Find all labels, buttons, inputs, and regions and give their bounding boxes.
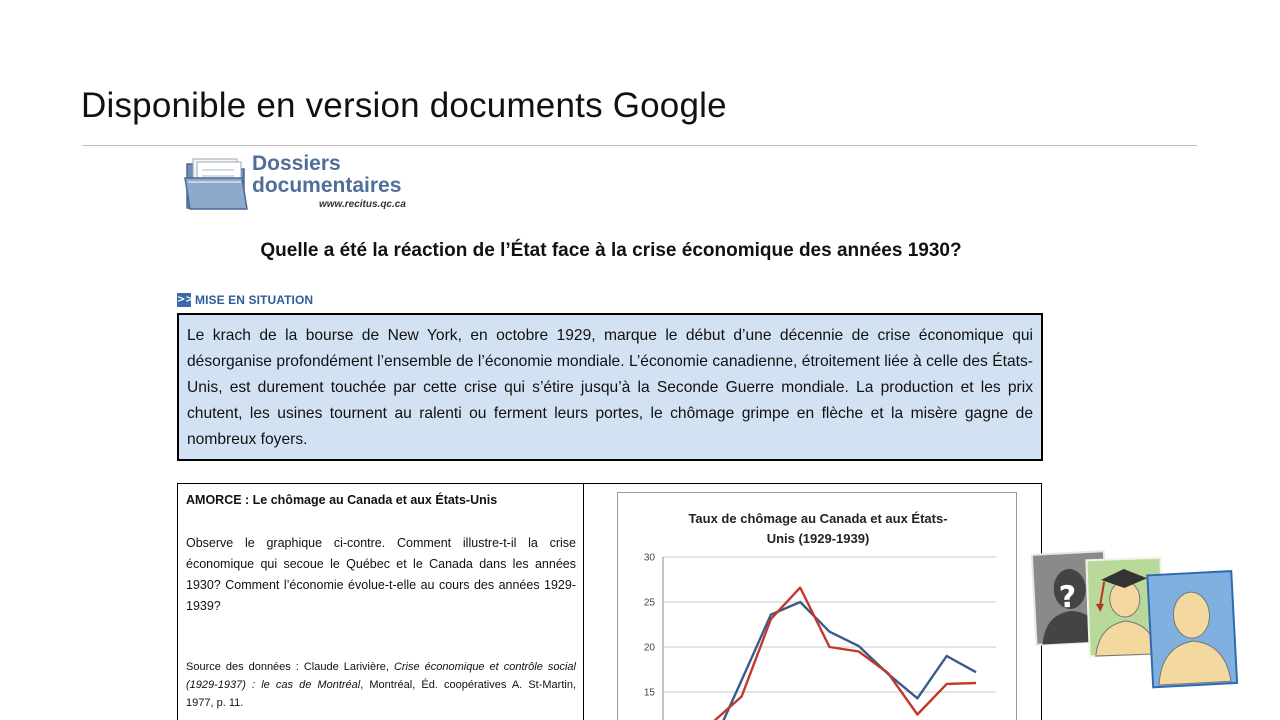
source-suffix: , Montréal, Éd. coopératives A. St-Martin, 1977, p. 11.: [186, 679, 577, 709]
amorce-table: [177, 483, 1042, 720]
slide-title: Disponible en version documents Google: [81, 86, 727, 125]
person-icon: [1147, 571, 1237, 687]
folder-icon: [184, 156, 250, 212]
chart-title-line2: Unis (1929-1939): [766, 531, 870, 546]
section-heading: [177, 292, 313, 308]
logo-url: www.recitus.qc.ca: [319, 199, 406, 210]
chart-ytick-label: 15: [643, 687, 655, 699]
source-citation: [186, 658, 576, 712]
situation-box: [177, 313, 1043, 461]
chart-plot: [618, 493, 1018, 720]
logo-title-line1: Dossiers: [252, 152, 341, 175]
chart-ytick-label: 30: [643, 552, 655, 564]
svg-text:?: ?: [1058, 579, 1078, 616]
chart-series-line-2: [683, 588, 976, 720]
source-prefix: Source des données : Claude Larivière,: [186, 661, 394, 673]
logo-title-line2: documentaires: [252, 174, 402, 197]
double-chevron-icon: >>: [177, 294, 194, 305]
situation-text: Le krach de la bourse de New York, en octobre 1929, marque le début d’une décennie de crise économique qui désorganise profondément l’ensemble de l’économie mondiale. L’économie canadienne, étroitement liée à celle des États-Unis, est durement touchée par cette crise qui s’étire jusqu’à la Seconde Guerre mondiale. La production et les prix chutent, les usines tournent au ralenti ou ferment leurs portes, le chômage grimpe en flèche et la misère gagne de nombreux foyers.: [187, 327, 1033, 448]
chart-ytick-label: 20: [643, 642, 655, 654]
avatar-group: [1030, 545, 1240, 690]
amorce-title: AMORCE : Le chômage au Canada et aux États-Unis: [186, 493, 498, 507]
chart-title-line1: Taux de chômage au Canada et aux États-: [688, 511, 948, 526]
source-title: Crise économique et contrôle social (1929-1937) : le cas de Montréal: [186, 661, 576, 691]
section-label: MISE EN SITUATION: [195, 293, 314, 307]
chart-ytick-label: 25: [643, 597, 655, 609]
unemployment-chart: [617, 492, 1017, 720]
document-question: Quelle a été la réaction de l’État face à la crise économique des années 1930?: [260, 240, 962, 261]
table-divider: [583, 484, 584, 720]
amorce-text: Observe le graphique ci-contre. Comment illustre-t-il la crise économique qui secoue le Québec et le Canada dans les années 1930? Comment l’économie évolue-t-elle au cours des années 1929-1939?: [186, 536, 576, 613]
title-divider: [82, 145, 1197, 146]
chart-series-line-1: [683, 602, 976, 720]
dossiers-documentaires-logo: [184, 152, 444, 214]
